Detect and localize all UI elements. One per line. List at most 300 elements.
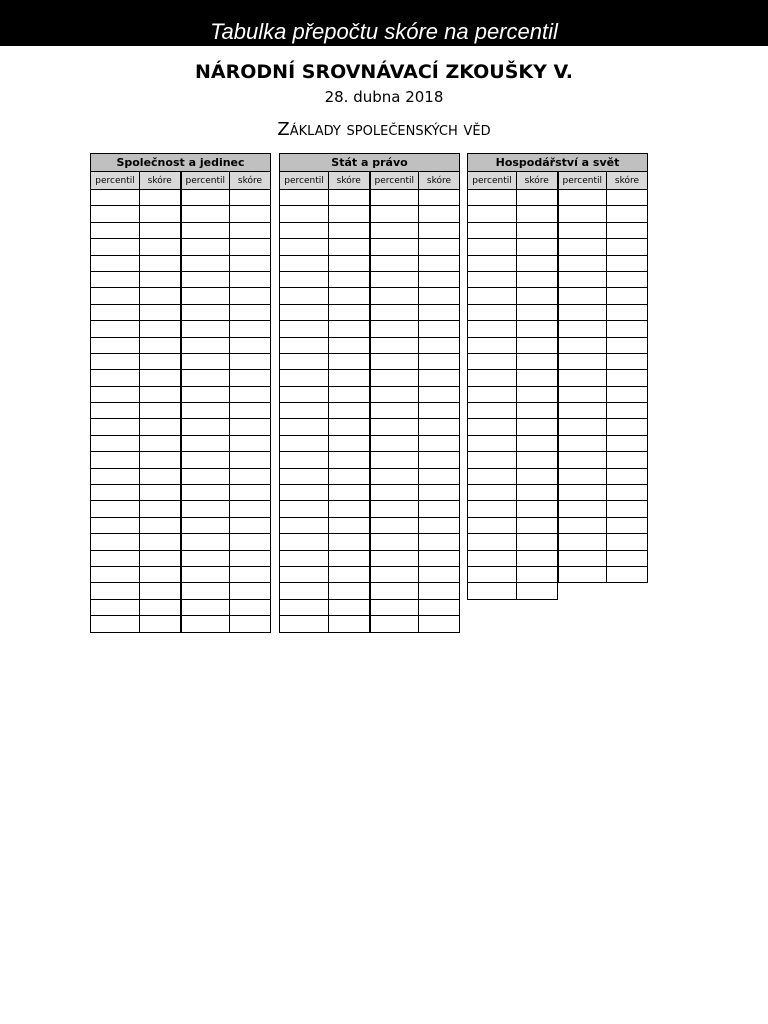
table-cell [329, 517, 370, 533]
table-cell [329, 550, 370, 566]
table-row [468, 321, 648, 337]
table-cell [181, 353, 230, 369]
table-title: Stát a právo [280, 154, 460, 172]
subject-title: Základy společenských věd [277, 119, 491, 140]
table-cell [329, 239, 370, 255]
table-cell [419, 255, 460, 271]
table-cell [230, 468, 271, 484]
table-cell [280, 583, 329, 599]
table-cell [607, 501, 648, 517]
table-cell [280, 321, 329, 337]
table-cell [230, 239, 271, 255]
table-cell [329, 271, 370, 287]
table-cell [181, 288, 230, 304]
table-cell [230, 599, 271, 615]
table-cell [419, 386, 460, 402]
table-cell [370, 304, 419, 320]
table-cell [468, 222, 517, 238]
table-row [91, 485, 271, 501]
table-cell [140, 288, 181, 304]
table-row [468, 534, 648, 550]
table-cell [607, 534, 648, 550]
table-cell [517, 321, 558, 337]
table-cell [558, 353, 607, 369]
table-row [91, 222, 271, 238]
table-cell [517, 452, 558, 468]
table-cell [517, 190, 558, 206]
table-cell [280, 239, 329, 255]
table-row [280, 271, 460, 287]
table-cell [91, 566, 140, 582]
column-header: skóre [607, 172, 648, 190]
table-row [280, 321, 460, 337]
table-cell [230, 550, 271, 566]
table-cell [329, 403, 370, 419]
table-cell [329, 337, 370, 353]
table-cell [558, 271, 607, 287]
column-header: skóre [140, 172, 181, 190]
table-cell [419, 419, 460, 435]
table-row [280, 452, 460, 468]
table-cell [468, 271, 517, 287]
table-cell [181, 550, 230, 566]
page-title: NÁRODNÍ SROVNÁVACÍ ZKOUŠKY V. [195, 61, 573, 83]
table-cell [517, 583, 558, 599]
table-row [91, 566, 271, 582]
table-cell [370, 206, 419, 222]
table-row [91, 370, 271, 386]
table-cell [517, 550, 558, 566]
table-cell [517, 353, 558, 369]
table-cell [230, 435, 271, 451]
column-header-row [280, 172, 460, 190]
table-cell [140, 534, 181, 550]
table-cell [468, 452, 517, 468]
table-cell [181, 517, 230, 533]
table-cell [181, 304, 230, 320]
table-cell [181, 239, 230, 255]
table-title-row [91, 154, 271, 172]
table-cell [517, 517, 558, 533]
table-cell [468, 288, 517, 304]
table-cell [468, 353, 517, 369]
table-cell [181, 566, 230, 582]
table-cell [280, 419, 329, 435]
table-cell [370, 321, 419, 337]
table-cell [230, 403, 271, 419]
table-row [468, 222, 648, 238]
table-cell [329, 222, 370, 238]
table-cell [140, 435, 181, 451]
table-cell [468, 190, 517, 206]
table-row [91, 616, 271, 632]
table-cell [517, 337, 558, 353]
table-cell [181, 534, 230, 550]
table-cell [140, 271, 181, 287]
table-cell [607, 222, 648, 238]
column-header: percentil [280, 172, 329, 190]
table-stat-a-pravo [279, 153, 460, 633]
table-cell [607, 550, 648, 566]
table-cell [181, 599, 230, 615]
table-row [280, 566, 460, 582]
table-cell [370, 271, 419, 287]
table-cell [91, 583, 140, 599]
table-cell [230, 222, 271, 238]
table-cell [181, 271, 230, 287]
table-row [280, 419, 460, 435]
table-cell [329, 370, 370, 386]
table-cell [558, 419, 607, 435]
table-cell [370, 370, 419, 386]
table-cell [230, 321, 271, 337]
table-cell [181, 337, 230, 353]
table-cell [558, 583, 607, 599]
table-cell [91, 419, 140, 435]
table-row [280, 435, 460, 451]
table-row [280, 255, 460, 271]
table-cell [468, 255, 517, 271]
table-row [468, 288, 648, 304]
table-cell [140, 517, 181, 533]
table-cell [468, 583, 517, 599]
table-cell [181, 468, 230, 484]
table-cell [419, 566, 460, 582]
table-spolecnost-a-jedinec [90, 153, 271, 633]
table-cell [329, 599, 370, 615]
table-cell [517, 485, 558, 501]
table-cell [607, 239, 648, 255]
table-row [280, 550, 460, 566]
table-cell [329, 419, 370, 435]
table-row [280, 517, 460, 533]
table-cell [230, 288, 271, 304]
table-cell [91, 517, 140, 533]
table-cell [181, 485, 230, 501]
table-cell [558, 255, 607, 271]
column-header-row [468, 172, 648, 190]
table-row [468, 468, 648, 484]
table-cell [181, 386, 230, 402]
table-cell [607, 566, 648, 582]
table-cell [181, 222, 230, 238]
table-row [280, 370, 460, 386]
table-cell [140, 419, 181, 435]
table-cell [140, 583, 181, 599]
top-banner [0, 0, 768, 46]
table-cell [181, 321, 230, 337]
table-row [91, 255, 271, 271]
table-cell [370, 337, 419, 353]
table-cell [140, 190, 181, 206]
table-row [468, 583, 648, 599]
table-cell [419, 583, 460, 599]
table-cell [558, 517, 607, 533]
table-cell [230, 386, 271, 402]
table-cell [370, 599, 419, 615]
table-cell [370, 468, 419, 484]
table-cell [419, 501, 460, 517]
table-row [91, 583, 271, 599]
table-cell [468, 550, 517, 566]
table-cell [280, 353, 329, 369]
table-row [280, 583, 460, 599]
table-row [280, 288, 460, 304]
table-title-row [468, 154, 648, 172]
table-cell [419, 517, 460, 533]
table-cell [468, 435, 517, 451]
table-cell [181, 583, 230, 599]
table-cell [370, 386, 419, 402]
table-cell [468, 419, 517, 435]
table-cell [419, 222, 460, 238]
table-cell [468, 239, 517, 255]
table-cell [329, 304, 370, 320]
table-cell [517, 419, 558, 435]
table-cell [370, 239, 419, 255]
table-cell [370, 534, 419, 550]
table-cell [329, 566, 370, 582]
table-cell [329, 206, 370, 222]
table-cell [280, 468, 329, 484]
table-hospodarstvi-a-svet [467, 153, 648, 600]
table-cell [370, 255, 419, 271]
table-cell [140, 353, 181, 369]
table-cell [91, 370, 140, 386]
table-cell [329, 288, 370, 304]
table-cell [140, 255, 181, 271]
table-row [91, 517, 271, 533]
table-cell [91, 321, 140, 337]
table-cell [419, 190, 460, 206]
table-cell [280, 206, 329, 222]
table-cell [91, 550, 140, 566]
table-cell [419, 468, 460, 484]
table-cell [370, 222, 419, 238]
table-row [91, 550, 271, 566]
table-cell [91, 288, 140, 304]
table-row [91, 435, 271, 451]
table-cell [419, 534, 460, 550]
table-cell [468, 304, 517, 320]
table-row [280, 468, 460, 484]
table-cell [230, 501, 271, 517]
table-cell [517, 206, 558, 222]
table-cell [419, 337, 460, 353]
table-cell [517, 255, 558, 271]
table-cell [370, 403, 419, 419]
table-cell [140, 304, 181, 320]
table-cell [140, 452, 181, 468]
table-cell [280, 566, 329, 582]
table-cell [230, 206, 271, 222]
table-row [91, 337, 271, 353]
table-cell [419, 599, 460, 615]
table-cell [91, 386, 140, 402]
table-cell [91, 485, 140, 501]
column-header: percentil [181, 172, 230, 190]
table-cell [607, 452, 648, 468]
table-cell [558, 386, 607, 402]
table-cell [468, 370, 517, 386]
table-row [468, 485, 648, 501]
table-cell [280, 616, 329, 632]
table-cell [91, 337, 140, 353]
table-cell [140, 206, 181, 222]
table-cell [230, 271, 271, 287]
table-cell [468, 337, 517, 353]
table-cell [91, 403, 140, 419]
table-cell [558, 337, 607, 353]
table-cell [468, 517, 517, 533]
table-cell [607, 190, 648, 206]
table-cell [558, 452, 607, 468]
table-cell [181, 419, 230, 435]
table-cell [140, 239, 181, 255]
table-row [280, 485, 460, 501]
table-cell [370, 517, 419, 533]
table-cell [558, 501, 607, 517]
table-cell [280, 485, 329, 501]
table-cell [280, 222, 329, 238]
table-cell [91, 255, 140, 271]
table-cell [419, 403, 460, 419]
table-cell [280, 337, 329, 353]
table-cell [607, 271, 648, 287]
table-cell [419, 288, 460, 304]
table-cell [419, 435, 460, 451]
table-cell [91, 222, 140, 238]
table-cell [607, 370, 648, 386]
table-row [280, 386, 460, 402]
table-row [468, 419, 648, 435]
table-cell [329, 386, 370, 402]
table-cell [230, 583, 271, 599]
table-cell [370, 353, 419, 369]
table-cell [230, 534, 271, 550]
table-cell [370, 583, 419, 599]
table-cell [419, 485, 460, 501]
table-row [280, 616, 460, 632]
table-cell [370, 190, 419, 206]
table-cell [140, 566, 181, 582]
table-cell [91, 271, 140, 287]
table-cell [468, 501, 517, 517]
table-row [468, 501, 648, 517]
table-cell [91, 435, 140, 451]
table-cell [419, 206, 460, 222]
table-cell [607, 255, 648, 271]
table-cell [329, 255, 370, 271]
table-cell [517, 403, 558, 419]
table-cell [517, 222, 558, 238]
table-cell [607, 583, 648, 599]
column-header: skóre [329, 172, 370, 190]
table-cell [558, 321, 607, 337]
table-row [468, 566, 648, 582]
table-cell [607, 206, 648, 222]
table-cell [140, 468, 181, 484]
table-row [280, 239, 460, 255]
table-cell [181, 501, 230, 517]
table-cell [607, 435, 648, 451]
table-cell [558, 190, 607, 206]
column-header: percentil [468, 172, 517, 190]
table-cell [91, 206, 140, 222]
column-header-row [91, 172, 271, 190]
column-header: percentil [558, 172, 607, 190]
table-cell [558, 288, 607, 304]
table-row [91, 419, 271, 435]
table-title-row [280, 154, 460, 172]
table-cell [280, 534, 329, 550]
table-title: Společnost a jedinec [91, 154, 271, 172]
table-row [468, 370, 648, 386]
table-cell [230, 452, 271, 468]
table-cell [140, 616, 181, 632]
table-cell [91, 452, 140, 468]
table-cell [230, 304, 271, 320]
table-cell [181, 452, 230, 468]
table-cell [517, 501, 558, 517]
table-row [468, 206, 648, 222]
table-row [280, 206, 460, 222]
table-cell [607, 288, 648, 304]
table-cell [329, 435, 370, 451]
table-cell [280, 452, 329, 468]
table-cell [329, 616, 370, 632]
table-cell [140, 386, 181, 402]
table-cell [517, 534, 558, 550]
table-cell [280, 271, 329, 287]
table-row [280, 190, 460, 206]
table-cell [329, 468, 370, 484]
table-cell [607, 386, 648, 402]
table-cell [329, 452, 370, 468]
table-cell [558, 206, 607, 222]
table-row [91, 190, 271, 206]
table-cell [91, 304, 140, 320]
table-cell [91, 190, 140, 206]
table-cell [419, 353, 460, 369]
table-row [280, 337, 460, 353]
table-cell [419, 271, 460, 287]
column-header: percentil [370, 172, 419, 190]
table-cell [181, 190, 230, 206]
column-header: skóre [419, 172, 460, 190]
table-cell [517, 386, 558, 402]
banner-title: Tabulka přepočtu skóre na percentil [210, 19, 558, 44]
table-row [280, 353, 460, 369]
table-row [91, 239, 271, 255]
table-cell [517, 435, 558, 451]
table-cell [230, 566, 271, 582]
table-cell [558, 304, 607, 320]
table-cell [558, 468, 607, 484]
table-cell [230, 190, 271, 206]
table-cell [140, 337, 181, 353]
table-cell [181, 403, 230, 419]
table-cell [468, 206, 517, 222]
table-cell [329, 353, 370, 369]
table-row [280, 534, 460, 550]
table-cell [468, 566, 517, 582]
table-cell [558, 550, 607, 566]
table-row [468, 190, 648, 206]
table-row [468, 452, 648, 468]
table-cell [280, 403, 329, 419]
table-cell [370, 452, 419, 468]
